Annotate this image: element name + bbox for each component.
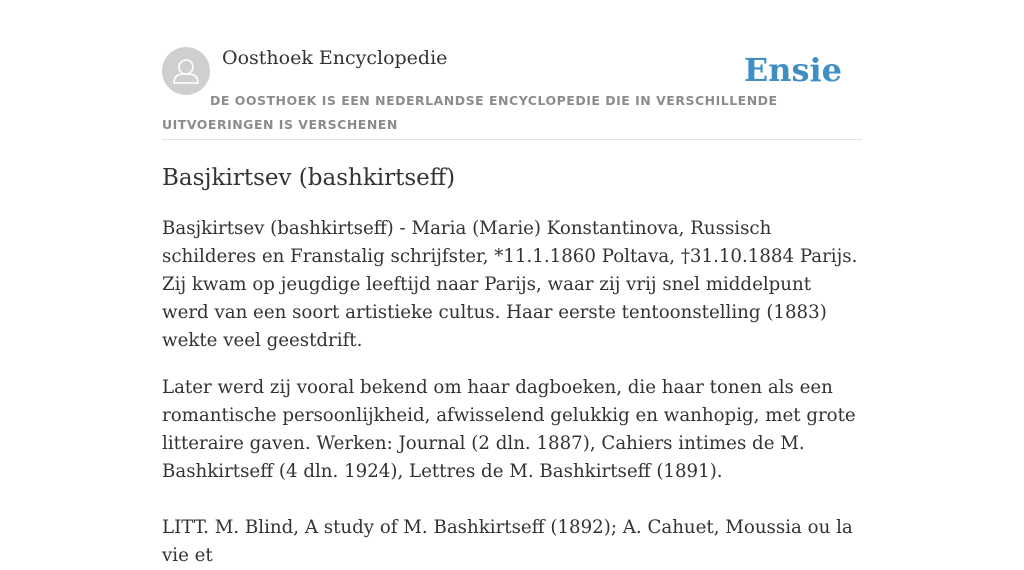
article-literature: LITT. M. Blind, A study of M. Bashkirtseff (1892); A. Cahuet, Moussia ou la vie et: [162, 517, 853, 566]
ensie-logo[interactable]: Ensie: [743, 51, 842, 89]
site-header: [162, 0, 862, 140]
site-description: DE OOSTHOEK IS EEN NEDERLANDSE ENCYCLOPEDIE DIE IN VERSCHILLENDE UITVOERINGEN IS VERSCHENEN: [162, 93, 778, 132]
article-body: [162, 215, 862, 570]
user-icon-glyph: [162, 47, 210, 95]
site-name-link[interactable]: Oosthoek Encyclopedie: [222, 47, 448, 69]
user-icon[interactable]: [162, 47, 210, 95]
page: [162, 0, 862, 566]
article-paragraph-2: Later werd zij vooral bekend om haar dagboeken, die haar tonen als een romantische persoonlijkheid, afwisselend gelukkig en wanhopig, met grote litteraire gaven. Werken: Journal (2 dln. 1887), Cahiers intimes de M. Bashkirtseff (4 dln. 1924), Lettres de M. Bashkirtseff (1891).: [162, 377, 856, 482]
article-paragraph-1: Basjkirtsev (bashkirtseff) - Maria (Marie) Konstantinova, Russisch schilderes en Franstalig schrijfster, *11.1.1860 Poltava, †31.10.1884 Parijs. Zij kwam op jeugdige leeftijd naar Parijs, waar zij vrij snel middelpunt werd van een soort artistieke cultus. Haar eerste tentoonstelling (1883) wekte veel geestdrift.: [162, 218, 858, 351]
article-title: Basjkirtsev (bashkirtseff): [162, 165, 456, 191]
